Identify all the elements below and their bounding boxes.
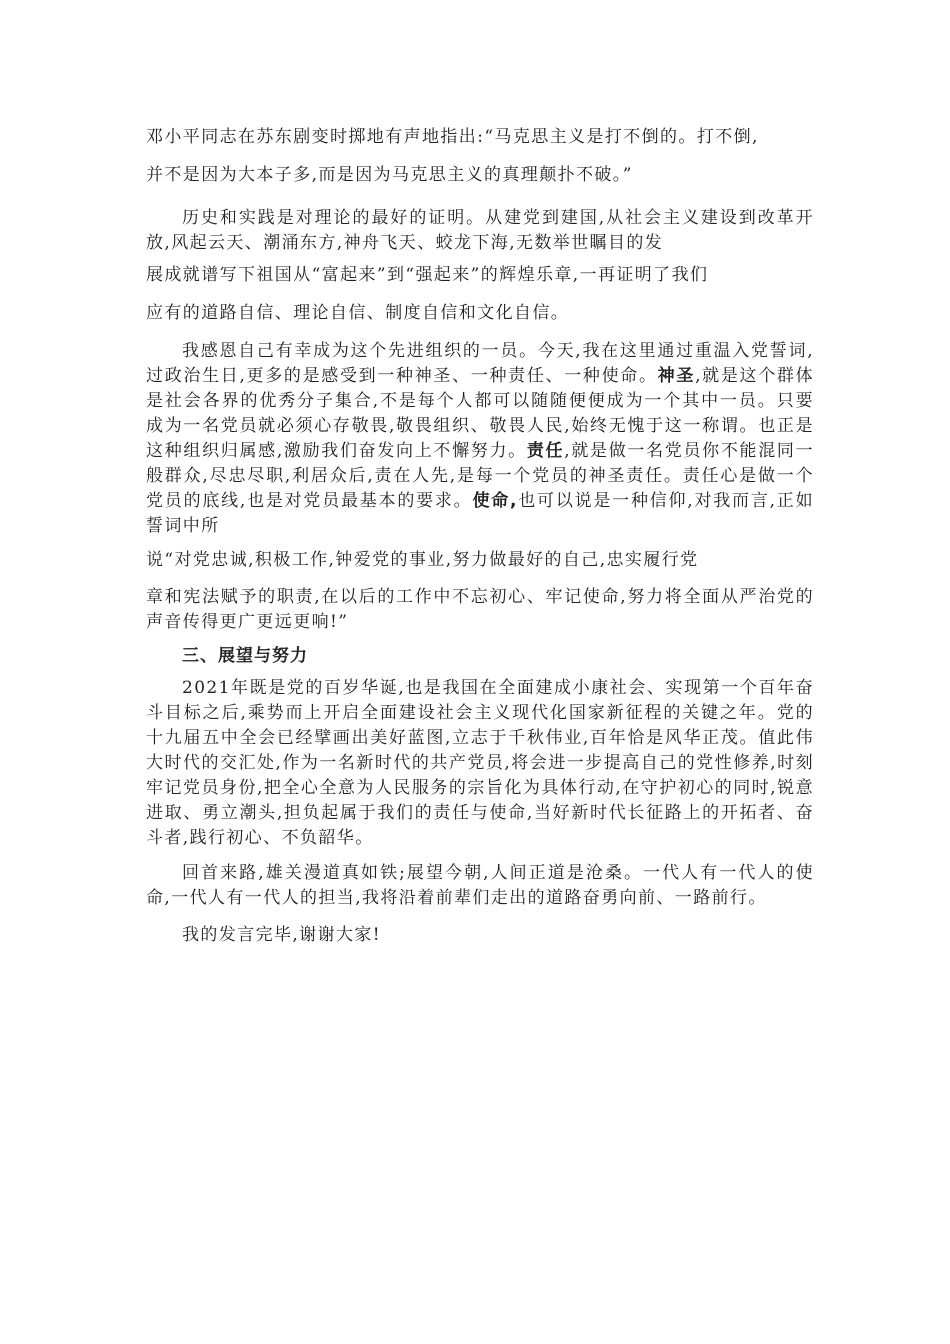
paragraph-quote [146, 118, 814, 194]
paragraph-quote-line-2: 并不是因为大本子多,而是因为马克思主义的真理颠扑不破。” [146, 165, 633, 185]
paragraph-reflection: 回首来路,雄关漫道真如铁;展望今朝,人间正道是沧桑。一代人有一代人的使命,一代人有一代人的担当,我将沿着前辈们走出的道路奋勇向前、一路前行。 [146, 863, 814, 908]
gratitude-text-5: 说“对党忠诚,积极工作,钟爱党的事业,努力做最好的自己,忠实履行党 [146, 550, 699, 570]
paragraph-history-part-1: 历史和实践是对理论的最好的证明。从建党到建国,从社会主义建设到改革开放,风起云天、潮涌东方,神舟飞天、蛟龙下海,无数举世瞩目的发 [146, 208, 814, 253]
gratitude-text-2: ,就是这个群体是社会各界的优秀分子集合,不是每个人都可以随随便便成为一个其中一员。只要成为一名党员就必须心存敬畏,敬畏组织、敬畏人民,始终无愧于这一称谓。也正是这种组织归属感,激励我们奋发向上不懈努力。 [146, 366, 814, 461]
paragraph-history-cont [146, 256, 814, 332]
paragraph-history-part-2: 展成就谱写下祖国从“富起来”到“强起来”的辉煌乐章,一再证明了我们 [146, 265, 709, 285]
paragraph-history [146, 206, 814, 256]
gratitude-bold-responsibility: 责任 [526, 441, 565, 461]
document-page [146, 118, 814, 955]
paragraph-quote-line-1: 邓小平同志在苏东剧变时掷地有声地指出:“马克思主义是打不倒的。打不倒, [146, 127, 759, 147]
paragraph-history-part-3: 应有的道路自信、理论自信、制度自信和文化自信。 [146, 303, 570, 323]
gratitude-text-6: 章和宪法赋予的职责,在以后的工作中不忘初心、牢记使命,努力将全面从严治党的声音传得更广更远更响!” [146, 587, 814, 632]
gratitude-bold-mission: 使命, [472, 491, 518, 511]
paragraph-gratitude [146, 339, 814, 539]
paragraph-gratitude-cont [146, 539, 814, 635]
gratitude-text-3: ,就是做一名党员你不能混同一般群众,尽忠尽职,利居众后,责在人先,是每一个党员的神圣责任。责任心是做一个党员的底线,也是对党员最基本的要求。 [146, 441, 814, 511]
gratitude-bold-sacred: 神圣 [657, 366, 696, 386]
paragraph-outlook: 2021年既是党的百岁华诞,也是我国在全面建成小康社会、实现第一个百年奋斗目标之后,乘势而上开启全面建设社会主义现代化国家新征程的关键之年。党的十九届五中全会已经擘画出美好蓝图,立志于千秋伟业,百年恰是风华正茂。值此伟大时代的交汇处,作为一名新时代的共产党员,将会进一步提高自己的党性修养,时刻牢记党员身份,把全心全意为人民服务的宗旨化为具体行动,在守护初心的同时,锐意进取、勇立潮头,担负起属于我们的责任与使命,当好新时代长征路上的开拓者、奋斗者,践行初心、不负韶华。 [146, 678, 814, 848]
section-heading: 三、展望与努力 [182, 646, 308, 666]
paragraph-closing: 我的发言完毕,谢谢大家! [182, 925, 382, 945]
gratitude-text-4: 也可以说是一种信仰,对我而言,正如誓词中所 [146, 491, 814, 536]
gratitude-text-1: 我感恩自己有幸成为这个先进组织的一员。今天,我在这里通过重温入党誓词,过政治生日,更多的是感受到一种神圣、一种责任、一种使命。 [146, 341, 814, 386]
